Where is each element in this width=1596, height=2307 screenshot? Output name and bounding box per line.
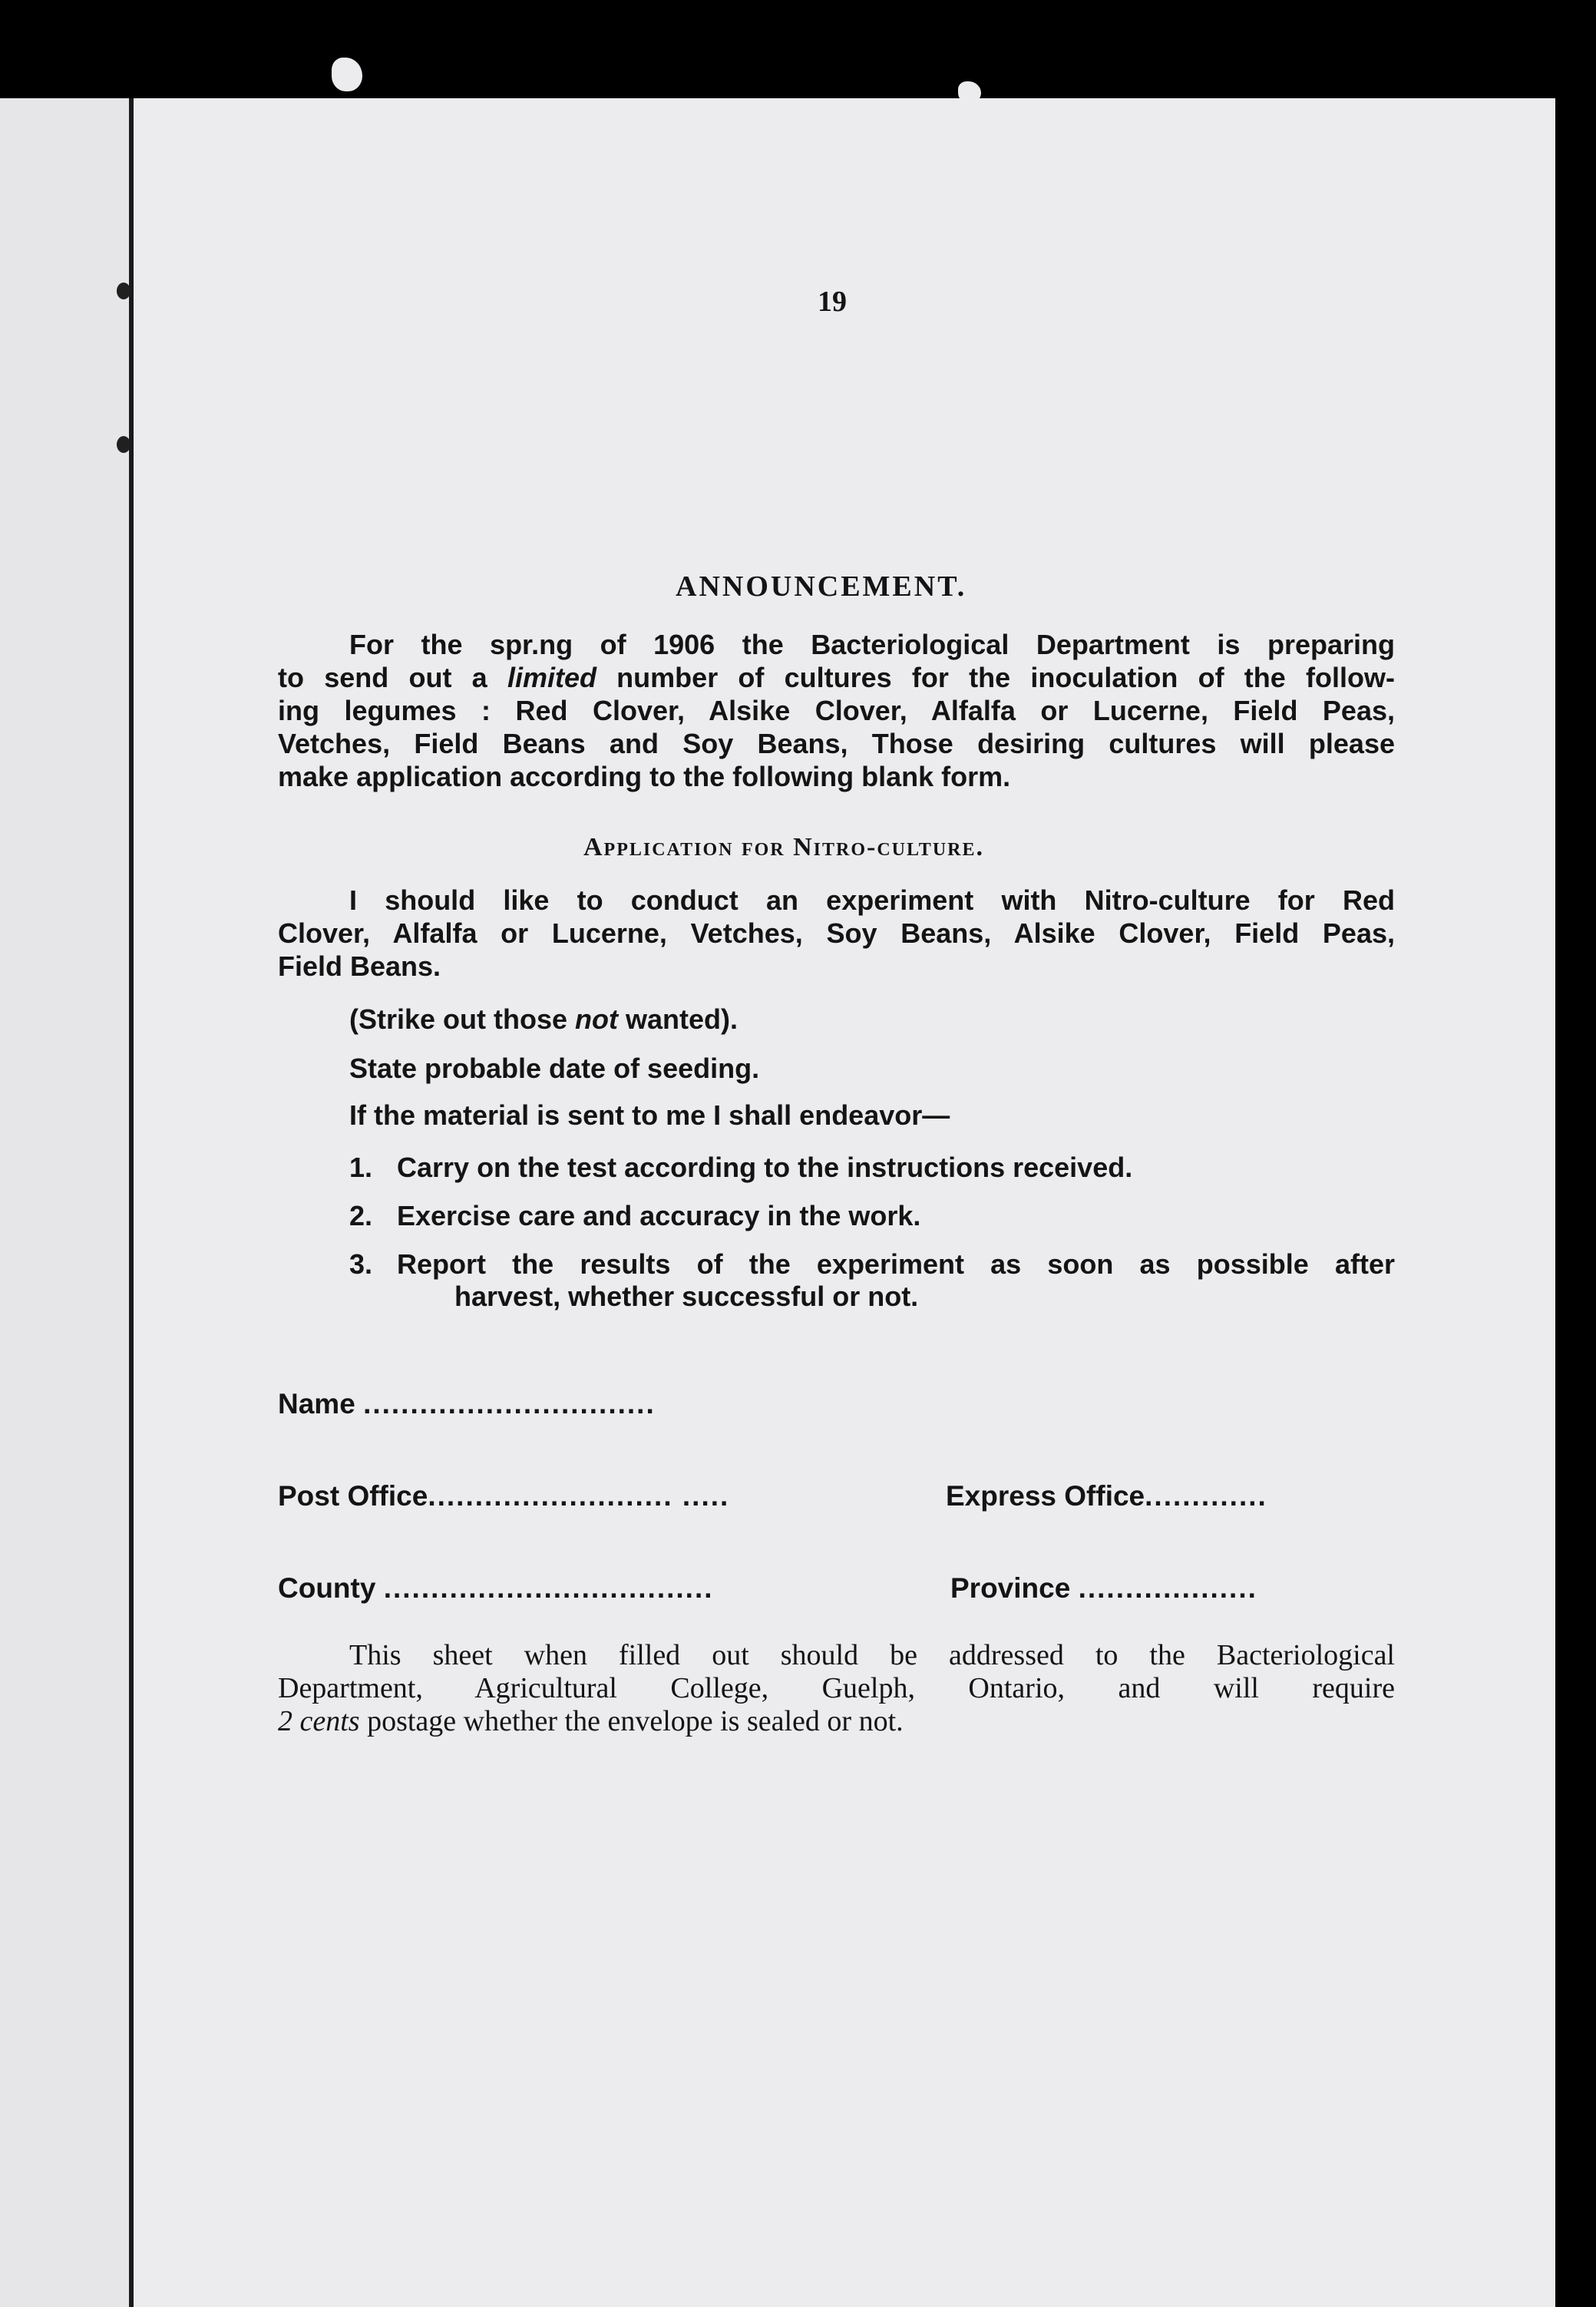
page-number: 19 (818, 286, 847, 318)
footer-emphasis: 2 cents (278, 1705, 360, 1737)
strike-note-suffix: wanted). (626, 1003, 739, 1035)
intro-line: to send out a limited number of cultures for the inoculation of the follow- (278, 662, 1396, 693)
endeavor-note: If the material is sent to me I shall endeavor— (349, 1099, 950, 1131)
intro-emphasis: limited (507, 662, 596, 693)
express-office-label: Express Office (946, 1480, 1145, 1512)
name-blank[interactable]: ............................... (363, 1388, 656, 1420)
intro-line: make application according to the following blank form. (278, 761, 1011, 792)
intro-line: Vetches, Field Beans and Soy Beans, Those desiring cultures will please (278, 728, 1395, 759)
province-field[interactable] (950, 1572, 1257, 1605)
paper-notch (332, 58, 362, 91)
name-label: Name (278, 1388, 355, 1420)
express-office-blank[interactable]: ............. (1145, 1480, 1267, 1512)
item-number: 2. (349, 1200, 373, 1231)
intro-line: ing legumes : Red Clover, Alsike Clover, Alfalfa or Lucerne, Field Peas, (278, 695, 1395, 726)
post-office-blank[interactable]: .......................... ..... (428, 1480, 730, 1512)
county-label: County (278, 1572, 376, 1604)
item-text: Carry on the test according to the instructions received. (397, 1152, 1133, 1183)
footer-last: postage whether the envelope is sealed or not. (367, 1705, 904, 1737)
ink-spot (117, 436, 131, 453)
name-field[interactable] (278, 1388, 656, 1420)
application-line: Clover, Alfalfa or Lucerne, Vetches, Soy Beans, Alsike Clover, Field Peas, (278, 917, 1395, 949)
item-continuation: harvest, whether successful or not. (454, 1281, 919, 1312)
seeding-date-note: State probable date of seeding. (349, 1053, 760, 1084)
county-field[interactable] (278, 1572, 714, 1605)
post-office-label: Post Office (278, 1480, 428, 1512)
announcement-heading: ANNOUNCEMENT. (676, 570, 967, 603)
strike-out-note (349, 1003, 738, 1036)
application-line: I should like to conduct an experiment with Nitro-culture for Red (349, 884, 1395, 916)
paper-notch (958, 81, 981, 103)
item-number: 1. (349, 1152, 373, 1183)
province-blank[interactable]: ................... (1078, 1572, 1257, 1604)
footer-line: This sheet when filled out should be addressed to the Bacteriological (349, 1639, 1395, 1671)
item-text: Exercise care and accuracy in the work. (397, 1200, 921, 1231)
footer-line: Department, Agricultural College, Guelph, Ontario, and will require (278, 1672, 1395, 1704)
ink-spot (117, 283, 131, 299)
express-office-field[interactable] (946, 1480, 1267, 1512)
post-office-field[interactable] (278, 1480, 729, 1512)
strike-note-emphasis: not (575, 1003, 619, 1035)
footer-line (278, 1705, 904, 1737)
intro-line: For the spr.ng of 1906 the Bacteriological Department is preparing (349, 629, 1395, 660)
item-text: Report the results of the experiment as soon as possible after (397, 1248, 1395, 1280)
county-blank[interactable]: ................................... (383, 1572, 714, 1604)
strike-note-prefix: (Strike out those (349, 1003, 568, 1035)
application-line: Field Beans. (278, 950, 441, 982)
application-subheading: Application for Nitro-culture. (583, 833, 984, 861)
facing-page-edge (0, 98, 132, 2307)
item-number: 3. (349, 1248, 373, 1280)
province-label: Province (950, 1572, 1071, 1604)
